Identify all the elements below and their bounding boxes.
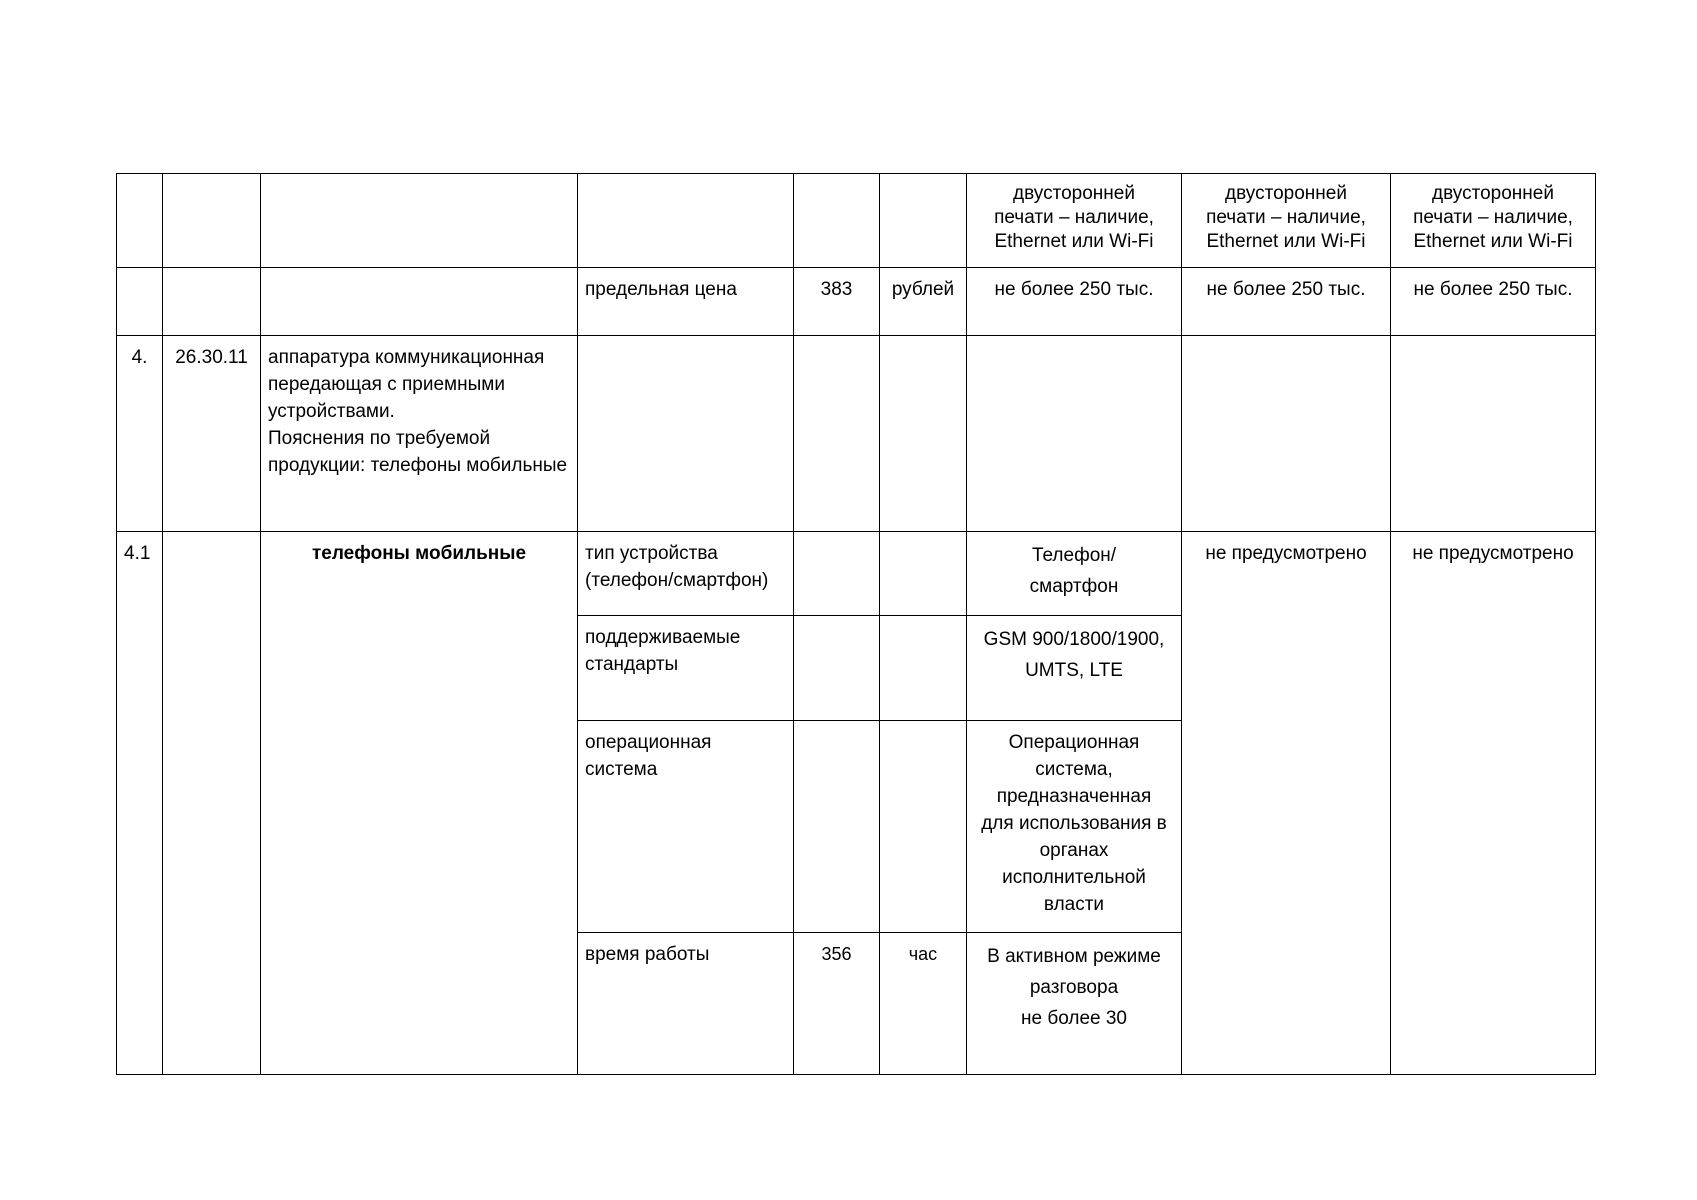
characteristic-cell: поддерживаемые стандарты (578, 616, 794, 721)
table-row (117, 174, 1596, 268)
table-row (117, 268, 1596, 336)
characteristic-cell: время работы (578, 933, 794, 1075)
product-name-cell: аппаратура коммуникационная передающая с приемными устройствами. Пояснения по требуемой продукции: телефоны мобильные (261, 336, 578, 532)
value-cell-1: В активном режиме разговора не более 30 (967, 933, 1182, 1075)
characteristic-cell: тип устройства (телефон/смартфон) (578, 532, 794, 616)
unit-cell (880, 616, 967, 721)
characteristic-cell: операционная система (578, 721, 794, 933)
value-cell-1: не более 250 тыс. (967, 268, 1182, 336)
table-row (117, 532, 1596, 616)
row-number-cell: 4.1 (117, 532, 163, 1075)
value-cell-2: не более 250 тыс. (1182, 268, 1391, 336)
code-cell (794, 721, 880, 933)
requirements-table (116, 173, 1596, 1075)
row-number-cell: 4. (117, 336, 163, 532)
unit-cell (880, 532, 967, 616)
table-row (117, 336, 1596, 532)
value-cell-1: Телефон/ смартфон (967, 532, 1182, 616)
okpd-code-cell (163, 532, 261, 1075)
value-cell-3: не предусмотрено (1391, 532, 1596, 1075)
table-cell (794, 174, 880, 268)
table-cell (880, 174, 967, 268)
value-cell-2: не предусмотрено (1182, 532, 1391, 1075)
value-cell-2: двусторонней печати – наличие, Ethernet или Wi-Fi (1182, 174, 1391, 268)
characteristic-cell: предельная цена (578, 268, 794, 336)
table-cell (1391, 336, 1596, 532)
code-cell: 356 (794, 933, 880, 1075)
okpd-code-cell: 26.30.11 (163, 336, 261, 532)
code-cell (794, 616, 880, 721)
table-cell (967, 336, 1182, 532)
table-cell (163, 174, 261, 268)
table-cell (880, 336, 967, 532)
table-cell (117, 268, 163, 336)
value-cell-1: двусторонней печати – наличие, Ethernet или Wi-Fi (967, 174, 1182, 268)
table-cell (261, 174, 578, 268)
table-cell (578, 174, 794, 268)
unit-cell (880, 721, 967, 933)
value-cell-3: не более 250 тыс. (1391, 268, 1596, 336)
unit-cell: час (880, 933, 967, 1075)
table-cell (1182, 336, 1391, 532)
table-cell (261, 268, 578, 336)
table-cell (117, 174, 163, 268)
unit-cell: рублей (880, 268, 967, 336)
code-cell: 383 (794, 268, 880, 336)
value-cell-1: Операционная система, предназначенная для использования в органах исполнительной власти (967, 721, 1182, 933)
table-cell (163, 268, 261, 336)
value-cell-3: двусторонней печати – наличие, Ethernet или Wi-Fi (1391, 174, 1596, 268)
table-cell (578, 336, 794, 532)
table-cell (794, 336, 880, 532)
value-cell-1: GSM 900/1800/1900, UMTS, LTE (967, 616, 1182, 721)
code-cell (794, 532, 880, 616)
product-name-cell: телефоны мобильные (261, 532, 578, 1075)
